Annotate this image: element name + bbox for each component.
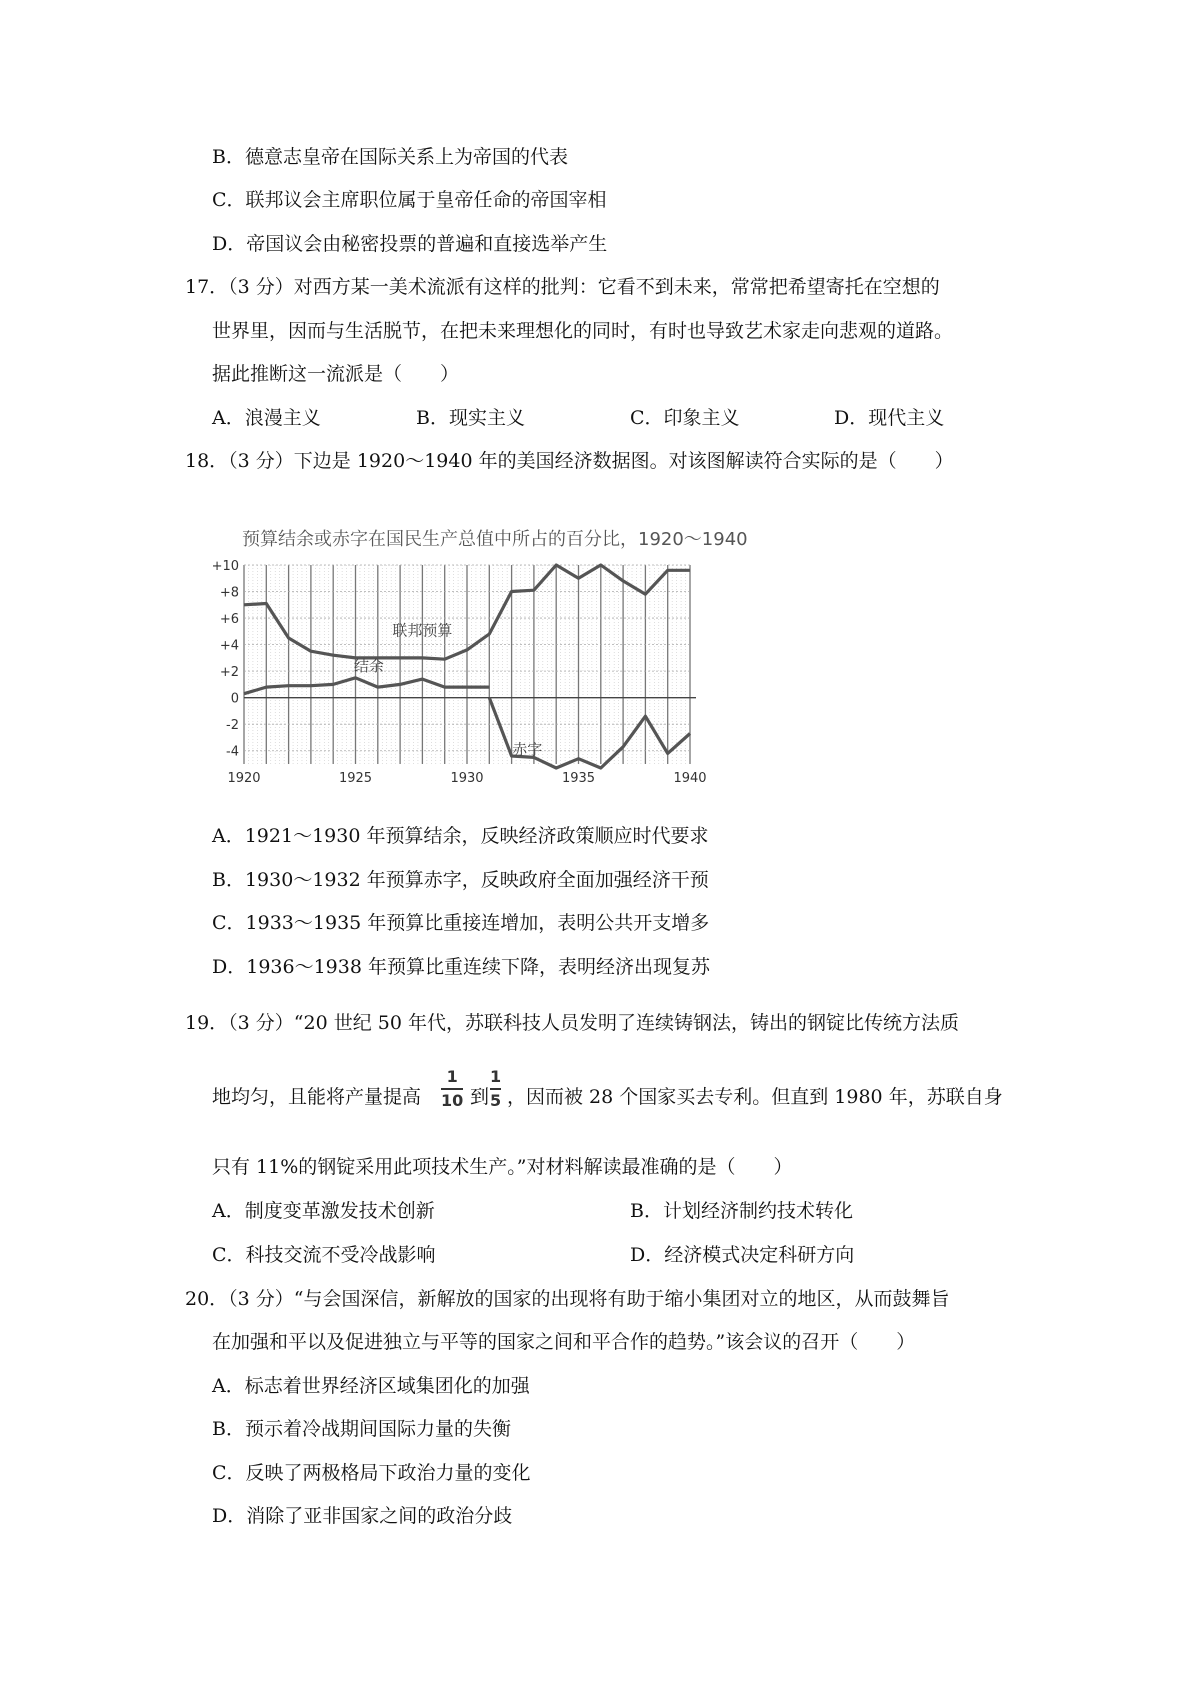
fraction-bar (441, 1088, 463, 1090)
chart-grid (244, 565, 690, 764)
q17-option-d: D．现代主义 (834, 407, 945, 429)
q18-option-c: C．1933～1935 年预算比重接连增加，表明公共开支增多 (212, 912, 710, 934)
fraction-numerator: 1 (446, 1067, 458, 1086)
q19-option-b: B．计划经济制约技术转化 (630, 1200, 853, 1222)
q20-option-c: C．反映了两极格局下政治力量的变化 (212, 1462, 531, 1484)
q19-option-c: C．科技交流不受冷战影响 (212, 1244, 436, 1266)
fraction-bar (490, 1088, 501, 1090)
y-tick-label: 0 (230, 691, 239, 707)
fraction-denominator: 5 (490, 1091, 502, 1110)
x-tick-label: 1940 (673, 771, 707, 786)
q17-stem-line1: 17．（3 分）对西方某一美术流派有这样的批判：它看不到未来，常常把希望寄托在空想的 (185, 276, 940, 298)
q17-stem-line3: 据此推断这一流派是（ ） (212, 363, 460, 385)
fraction-numerator: 1 (490, 1067, 502, 1086)
q20-option-b: B．预示着冷战期间国际力量的失衡 (212, 1418, 511, 1440)
q19-stem-line2b: ，因而被 28 个国家买去专利。但直到 1980 年，苏联自身 (507, 1086, 1003, 1108)
series-line-1 (244, 678, 489, 694)
q18-stem: 18．（3 分）下边是 1920～1940 年的美国经济数据图。对该图解读符合实际的是（ ） (185, 450, 954, 472)
q18-option-d: D．1936～1938 年预算比重连续下降，表明经济出现复苏 (212, 956, 710, 978)
series-label-1: 结余 (353, 657, 384, 676)
y-tick-label: +8 (219, 585, 239, 601)
q19-stem-line3: 只有 11%的钢锭采用此项技术生产。”对材料解读最准确的是（ ） (212, 1156, 793, 1178)
q19-stem-line2a: 地均匀，且能将产量提高 (212, 1086, 422, 1108)
q19-option-a: A．制度变革激发技术创新 (212, 1200, 435, 1222)
q19-stem-line2-to: 到 (470, 1086, 490, 1108)
q17-option-c: C．印象主义 (630, 407, 740, 429)
q18-option-a: A．1921～1930 年预算结余，反映经济政策顺应时代要求 (212, 825, 709, 847)
q16-option-b: B．德意志皇帝在国际关系上为帝国的代表 (212, 146, 568, 168)
q17-option-b: B．现实主义 (416, 407, 525, 429)
chart-series-labels (354, 621, 542, 758)
x-tick-label: 1930 (450, 771, 484, 786)
q19-stem-line1: 19．（3 分）“20 世纪 50 年代，苏联科技人员发明了连续铸钢法，铸出的钢锭比传统方法质 (185, 1012, 959, 1034)
q17-stem-line2: 世界里，因而与生活脱节，在把未来理想化的同时，有时也导致艺术家走向悲观的道路。 (212, 320, 954, 342)
series-label-0: 联邦预算 (392, 621, 453, 640)
x-tick-label: 1925 (338, 771, 373, 786)
q20-option-d: D．消除了亚非国家之间的政治分歧 (212, 1505, 513, 1527)
q18-option-b: B．1930～1932 年预算赤字，反映政府全面加强经济干预 (212, 869, 709, 891)
x-tick-label: 1935 (561, 771, 596, 786)
y-tick-label: +6 (219, 612, 239, 628)
y-tick-label: +4 (219, 638, 239, 654)
q20-stem-line1: 20．（3 分）“与会国深信，新解放的国家的出现将有助于缩小集团对立的地区，从而鼓舞旨 (185, 1288, 950, 1310)
y-tick-label: +2 (219, 665, 239, 681)
fraction-one-tenth (441, 1068, 463, 1110)
fraction-denominator: 10 (441, 1091, 464, 1110)
q16-option-c: C．联邦议会主席职位属于皇帝任命的帝国宰相 (212, 189, 607, 211)
x-tick-label: 1920 (227, 771, 261, 786)
chart-axes (212, 559, 707, 786)
budget-chart (212, 527, 772, 807)
fraction-one-fifth (490, 1068, 501, 1110)
q16-option-d: D．帝国议会由秘密投票的普遍和直接选举产生 (212, 233, 608, 255)
q20-option-a: A．标志着世界经济区域集团化的加强 (212, 1375, 530, 1397)
budget-chart-svg (212, 527, 772, 807)
series-label-2: 赤字 (512, 740, 543, 759)
y-tick-label: -4 (226, 744, 239, 760)
q20-stem-line2: 在加强和平以及促进独立与平等的国家之间和平合作的趋势。”该会议的召开（ ） (212, 1331, 916, 1353)
chart-title: 预算结余或赤字在国民生产总值中所占的百分比，1920～1940 (242, 529, 748, 550)
q17-option-a: A．浪漫主义 (212, 407, 321, 429)
y-tick-label: -2 (226, 718, 239, 734)
q19-option-d: D．经济模式决定科研方向 (630, 1244, 855, 1266)
y-tick-label: +10 (212, 559, 239, 574)
